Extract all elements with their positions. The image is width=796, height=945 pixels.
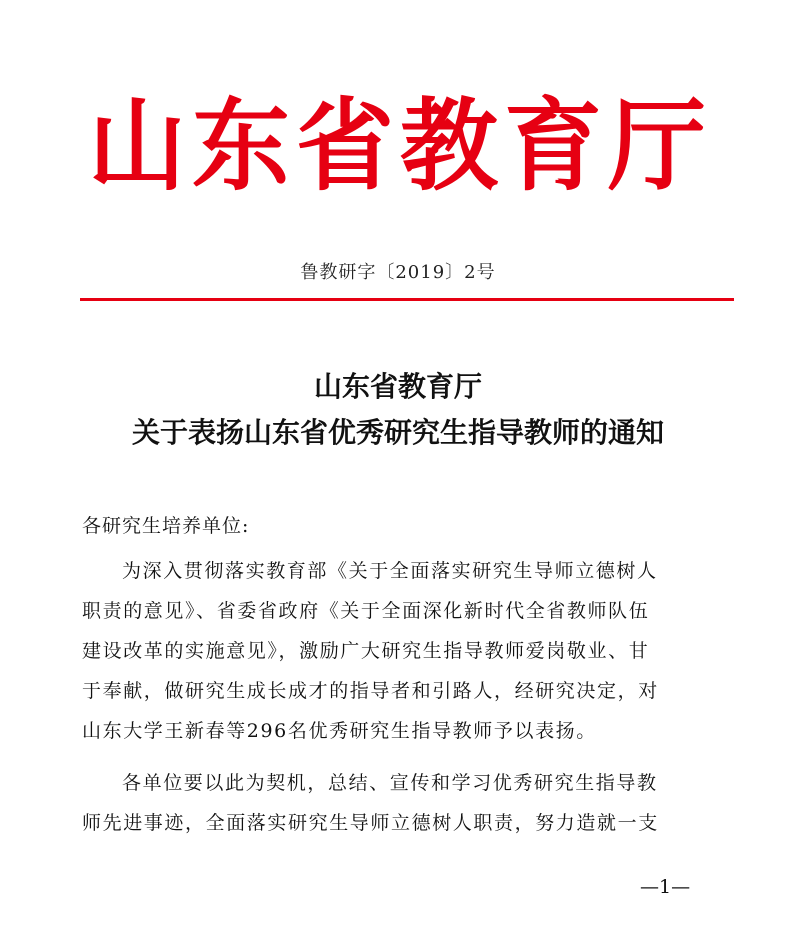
title-line-1: 山东省教育厅: [313, 370, 482, 403]
paragraph-1-line: 职责的意见》、省委省政府《关于全面深化新时代全省教师队伍: [82, 600, 650, 622]
paragraph-2-line: 各单位要以此为契机，总结、宣传和学习优秀研究生指导教: [122, 772, 658, 794]
page-number: —1—: [640, 876, 691, 898]
title-line-2: 关于表扬山东省优秀研究生指导教师的通知: [131, 416, 664, 449]
paragraph-1-line: 为深入贯彻落实教育部《关于全面落实研究生导师立德树人: [122, 560, 658, 582]
red-divider-line: [80, 298, 734, 301]
paragraph-1-line: 建设改革的实施意见》，激励广大研究生指导教师爱岗敬业、甘: [82, 640, 650, 662]
paragraph-2-line: 师先进事迹，全面落实研究生导师立德树人职责，努力造就一支: [82, 812, 659, 834]
document-number: 鲁教研字〔2019〕2号: [300, 262, 496, 283]
body-text: [82, 551, 732, 843]
paragraph-1-line: 于奉献，做研究生成长成才的指导者和引路人，经研究决定，对: [82, 680, 659, 702]
salutation: 各研究生培养单位:: [82, 515, 250, 537]
agency-letterhead: 山东省教育厅: [87, 88, 712, 206]
notice-title: [40, 364, 756, 456]
paragraph-1-line: 山东大学王新春等296名优秀研究生指导教师予以表扬。: [82, 720, 597, 742]
